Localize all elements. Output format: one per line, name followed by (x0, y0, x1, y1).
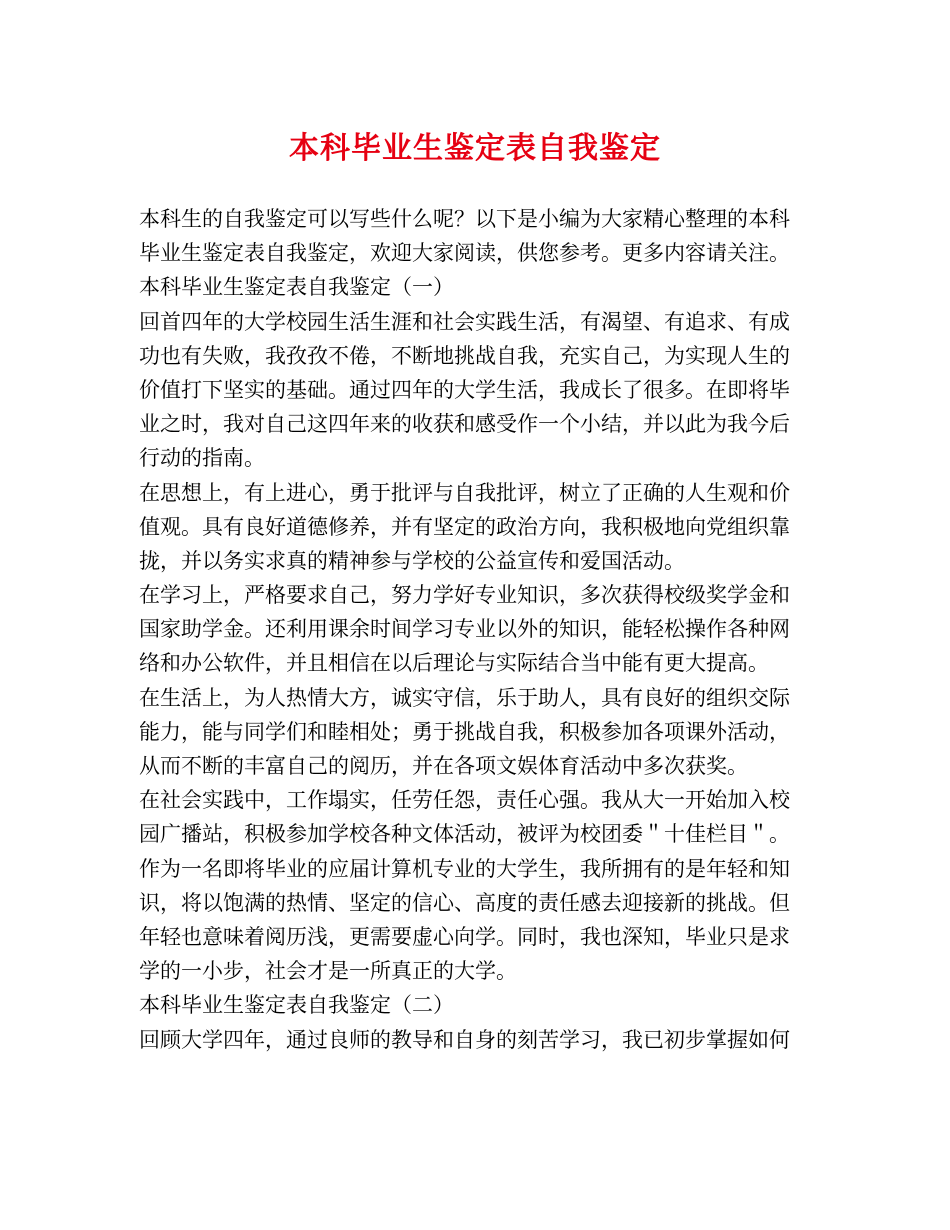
text-line: 值观。具有良好道德修养，并有坚定的政治方向，我积极地向党组织靠 (139, 514, 790, 539)
text-line: 功也有失败，我孜孜不倦，不断地挑战自我，充实自己，为实现人生的 (139, 343, 790, 368)
text-line: 在学习上，严格要求自己，努力学好专业知识，多次获得校级奖学金和 (139, 583, 790, 608)
text-line: 在社会实践中，工作塌实，任劳任怨，责任心强。我从大一开始加入校 (139, 788, 790, 813)
text-line: 作为一名即将毕业的应届计算机专业的大学生，我所拥有的是年轻和知 (139, 856, 790, 881)
text-line: 行动的指南。 (139, 446, 265, 471)
section-heading: 本科毕业生鉴定表自我鉴定（一） (139, 275, 454, 300)
text-line: 年轻也意味着阅历浅，更需要虚心向学。同时，我也深知，毕业只是求 (139, 924, 790, 949)
text-line: 价值打下坚实的基础。通过四年的大学生活，我成长了很多。在即将毕 (139, 377, 790, 402)
document-title: 本科毕业生鉴定表自我鉴定 (289, 131, 661, 166)
text-line: 国家助学金。还利用课余时间学习专业以外的知识，能轻松操作各种网 (139, 617, 790, 642)
text-line: 回顾大学四年，通过良师的教导和自身的刻苦学习，我已初步掌握如何 (139, 1027, 790, 1052)
text-line: 在生活上，为人热情大方，诚实守信，乐于助人，具有良好的组织交际 (139, 685, 790, 710)
text-line: 回首四年的大学校园生活生涯和社会实践生活，有渴望、有追求、有成 (139, 309, 790, 334)
text-line: 业之时，我对自己这四年来的收获和感受作一个小结，并以此为我今后 (139, 412, 790, 437)
section-heading: 本科毕业生鉴定表自我鉴定（二） (139, 993, 454, 1018)
text-line: 能力，能与同学们和睦相处；勇于挑战自我，积极参加各项课外活动， (139, 719, 790, 744)
text-line: 识，将以饱满的热情、坚定的信心、高度的责任感去迎接新的挑战。但 (139, 890, 790, 915)
text-line: 本科生的自我鉴定可以写些什么呢？以下是小编为大家精心整理的本科 (139, 207, 790, 231)
text-line: 络和办公软件，并且相信在以后理论与实际结合当中能有更大提高。 (139, 651, 769, 676)
text-line: 学的一小步，社会才是一所真正的大学。 (139, 959, 517, 984)
document-body (139, 202, 819, 1057)
text-line: 毕业生鉴定表自我鉴定，欢迎大家阅读，供您参考。更多内容请关注。 (139, 241, 790, 266)
text-line: 园广播站，积极参加学校各种文体活动，被评为校团委＂十佳栏目＂。 (139, 822, 790, 847)
text-line: 从而不断的丰富自己的阅历，并在各项文娱体育活动中多次获奖。 (139, 754, 748, 778)
text-line: 拢，并以务实求真的精神参与学校的公益宣传和爱国活动。 (139, 548, 685, 573)
text-line: 在思想上，有上进心，勇于批评与自我批评，树立了正确的人生观和价 (139, 480, 790, 505)
